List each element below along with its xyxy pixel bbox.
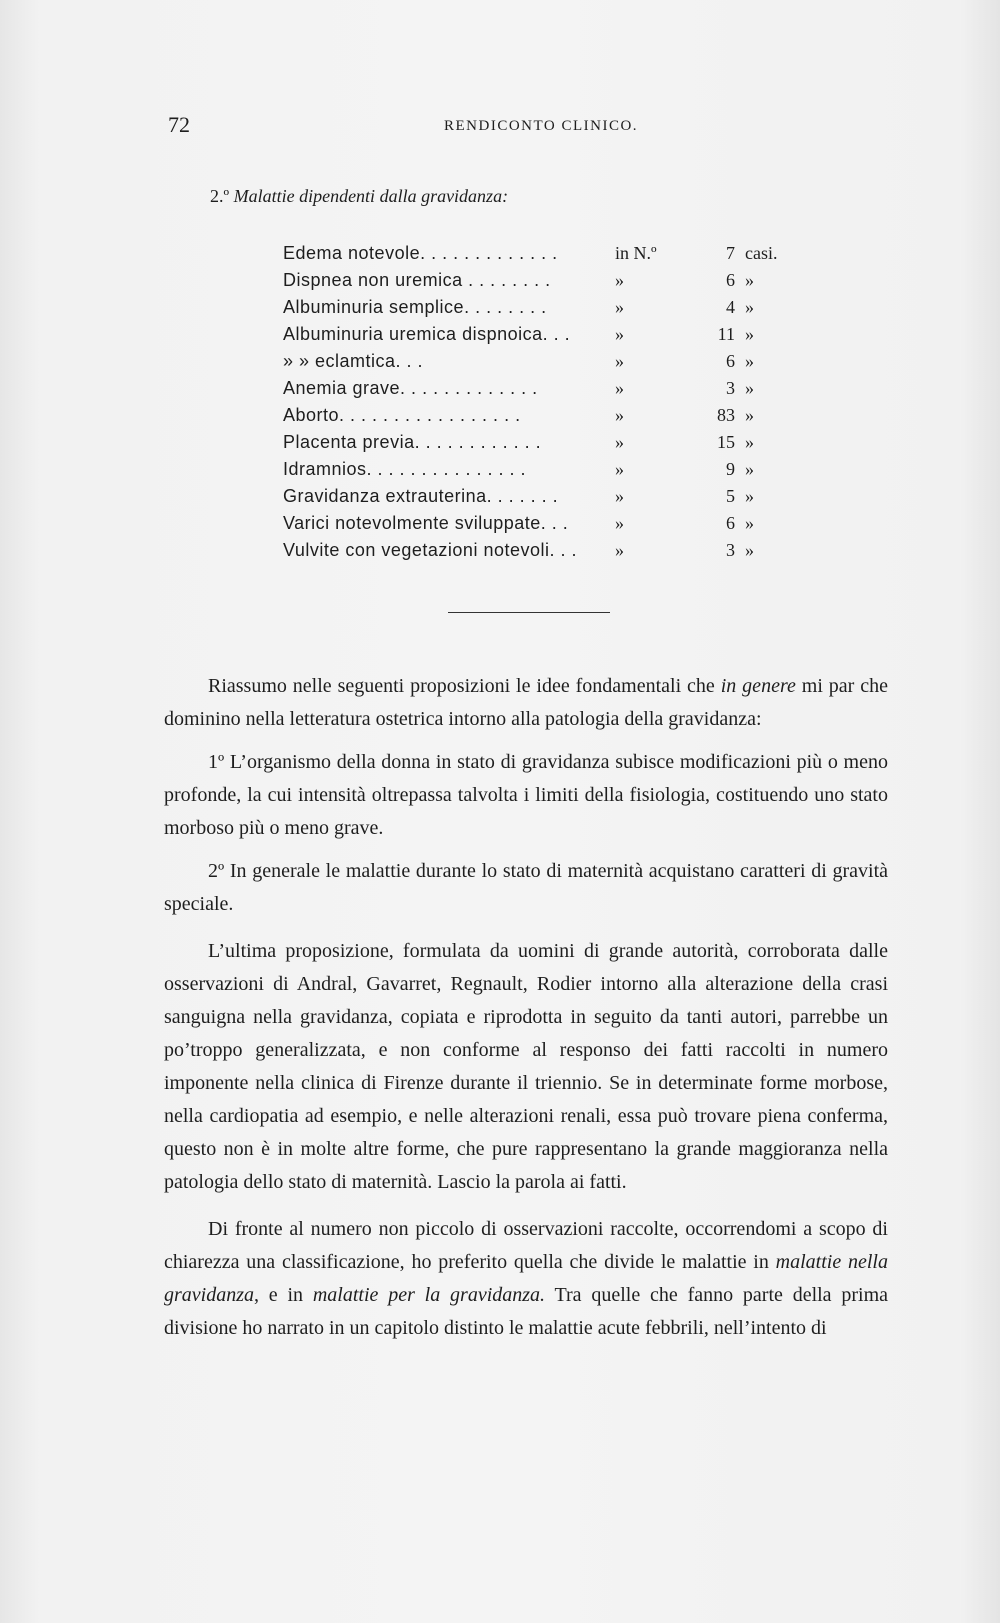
case-unit: » — [745, 324, 754, 344]
cases-table — [283, 240, 793, 564]
case-unit: » — [745, 459, 754, 479]
body-text — [164, 670, 888, 1345]
case-count: 9 — [726, 459, 735, 479]
case-unit: » — [745, 486, 754, 506]
page-number: 72 — [168, 112, 190, 137]
case-prefix: » — [615, 486, 624, 506]
case-prefix: » — [615, 540, 624, 560]
case-count: 3 — [726, 540, 735, 560]
case-label: Idramnios. . . . . . . . . . . . . . . — [283, 459, 527, 479]
case-count: 5 — [726, 486, 735, 506]
case-label: Vulvite con vegetazioni notevoli. . . — [283, 540, 577, 560]
case-unit: » — [745, 270, 754, 290]
table-row — [283, 294, 793, 321]
case-prefix: » — [615, 459, 624, 479]
section-divider — [448, 612, 610, 613]
case-label: » » eclamtica. . . — [283, 351, 424, 371]
case-count: 4 — [726, 297, 735, 317]
section-heading — [210, 186, 508, 207]
paragraph-classification — [164, 1213, 888, 1345]
proposition-2: 2º In generale le malattie durante lo stato di maternità acquistano caratteri di gravità speciale. — [164, 860, 888, 915]
case-unit: » — [745, 432, 754, 452]
case-unit: » — [745, 351, 754, 371]
paragraph-text: Riassumo nelle seguenti proposizioni le idee fondamentali che — [208, 675, 721, 697]
case-label: Varici notevolmente sviluppate. . . — [283, 513, 569, 533]
case-prefix: » — [615, 432, 624, 452]
case-unit: » — [745, 378, 754, 398]
case-count: 15 — [717, 432, 735, 452]
table-row — [283, 510, 793, 537]
emphasis-text: in genere — [720, 675, 796, 697]
paragraph-summary — [164, 670, 888, 736]
case-unit: » — [745, 405, 754, 425]
case-count: 6 — [726, 270, 735, 290]
emphasis-text: malattie per la gravidanza. — [312, 1284, 546, 1306]
case-prefix: » — [615, 297, 624, 317]
table-row — [283, 456, 793, 483]
proposition-1: 1º L’organismo della donna in stato di gravidanza subisce modificazioni più o meno profonde, la cui intensità oltrepassa talvolta i limiti della fisiologia, costituendo uno stato morboso più o meno grave. — [164, 751, 888, 839]
case-prefix: » — [615, 378, 624, 398]
case-count: 83 — [717, 405, 735, 425]
case-label: Placenta previa. . . . . . . . . . . . — [283, 432, 542, 452]
case-unit: » — [745, 297, 754, 317]
case-prefix: » — [615, 513, 624, 533]
case-count: 7 — [726, 243, 735, 263]
paragraph-discussion: L’ultima proposizione, formulata da uomini di grande autorità, corroborata dalle osservazioni di Andral, Gavarret, Regnault, Rodier intorno alla alterazione della crasi sanguigna nella gravidanza, copiata e riprodotta in seguito da tanti autori, parrebbe un po’troppo generalizzata, e non conforme al responso dei fatti raccolti in numero imponente nella clinica di Firenze durante il triennio. Se in determinate forme morbose, nella cardiopatia ad esempio, e nelle alterazioni renali, essa può trovare piena conferma, questo non è in molte altre forme, che pure rappresentano la grande maggioranza nella patologia dello stato di maternità. Lascio la parola ai fatti. — [164, 940, 888, 1193]
case-label: Aborto. . . . . . . . . . . . . . . . . — [283, 405, 521, 425]
paragraph-text: Tra quelle che fanno parte della prima divisione ho narrato in un capitolo distinto le malattie acute febbrili, nell’intento di — [164, 1284, 889, 1339]
case-prefix: » — [615, 324, 624, 344]
paragraph-text: mi par che dominino nella letteratura ostetrica intorno alla patologia della gravidanza: — [164, 675, 888, 730]
paragraph-text: , e in — [254, 1284, 313, 1306]
case-count: 3 — [726, 378, 735, 398]
paragraph-text: Di fronte al numero non piccolo di osservazioni raccolte, occorrendomi a scopo di chiarezza una classificazione, ho preferito quella che divide le malattie in — [164, 1218, 888, 1273]
page-header — [168, 112, 888, 142]
section-number: 2.º — [210, 186, 230, 206]
table-row — [283, 348, 793, 375]
section-title: Malattie dipendenti dalla gravidanza: — [233, 186, 509, 206]
table-row — [283, 537, 793, 564]
case-unit: » — [745, 513, 754, 533]
case-count: 6 — [726, 351, 735, 371]
case-label: Albuminuria uremica dispnoica. . . — [283, 324, 571, 344]
case-label: Gravidanza extrauterina. . . . . . . — [283, 486, 559, 506]
table-row — [283, 429, 793, 456]
case-label: Albuminuria semplice. . . . . . . . — [283, 297, 547, 317]
table-row — [283, 375, 793, 402]
table-row — [283, 402, 793, 429]
table-row — [283, 240, 793, 267]
table-row — [283, 483, 793, 510]
case-unit: » — [745, 540, 754, 560]
case-count: 11 — [717, 324, 735, 344]
case-label: Edema notevole. . . . . . . . . . . . . — [283, 243, 558, 263]
case-prefix: » — [615, 405, 624, 425]
case-prefix: » — [615, 351, 624, 371]
table-row — [283, 321, 793, 348]
case-label: Dispnea non uremica . . . . . . . . — [283, 270, 551, 290]
emphasis-text: malattie nella gravidanza — [164, 1251, 888, 1306]
case-label: Anemia grave. . . . . . . . . . . . . — [283, 378, 538, 398]
case-prefix: » — [615, 270, 624, 290]
case-unit: casi. — [745, 243, 778, 263]
table-row — [283, 267, 793, 294]
case-count: 6 — [726, 513, 735, 533]
running-head: RENDICONTO CLINICO. — [444, 118, 639, 134]
case-prefix: in N.º — [615, 243, 657, 263]
